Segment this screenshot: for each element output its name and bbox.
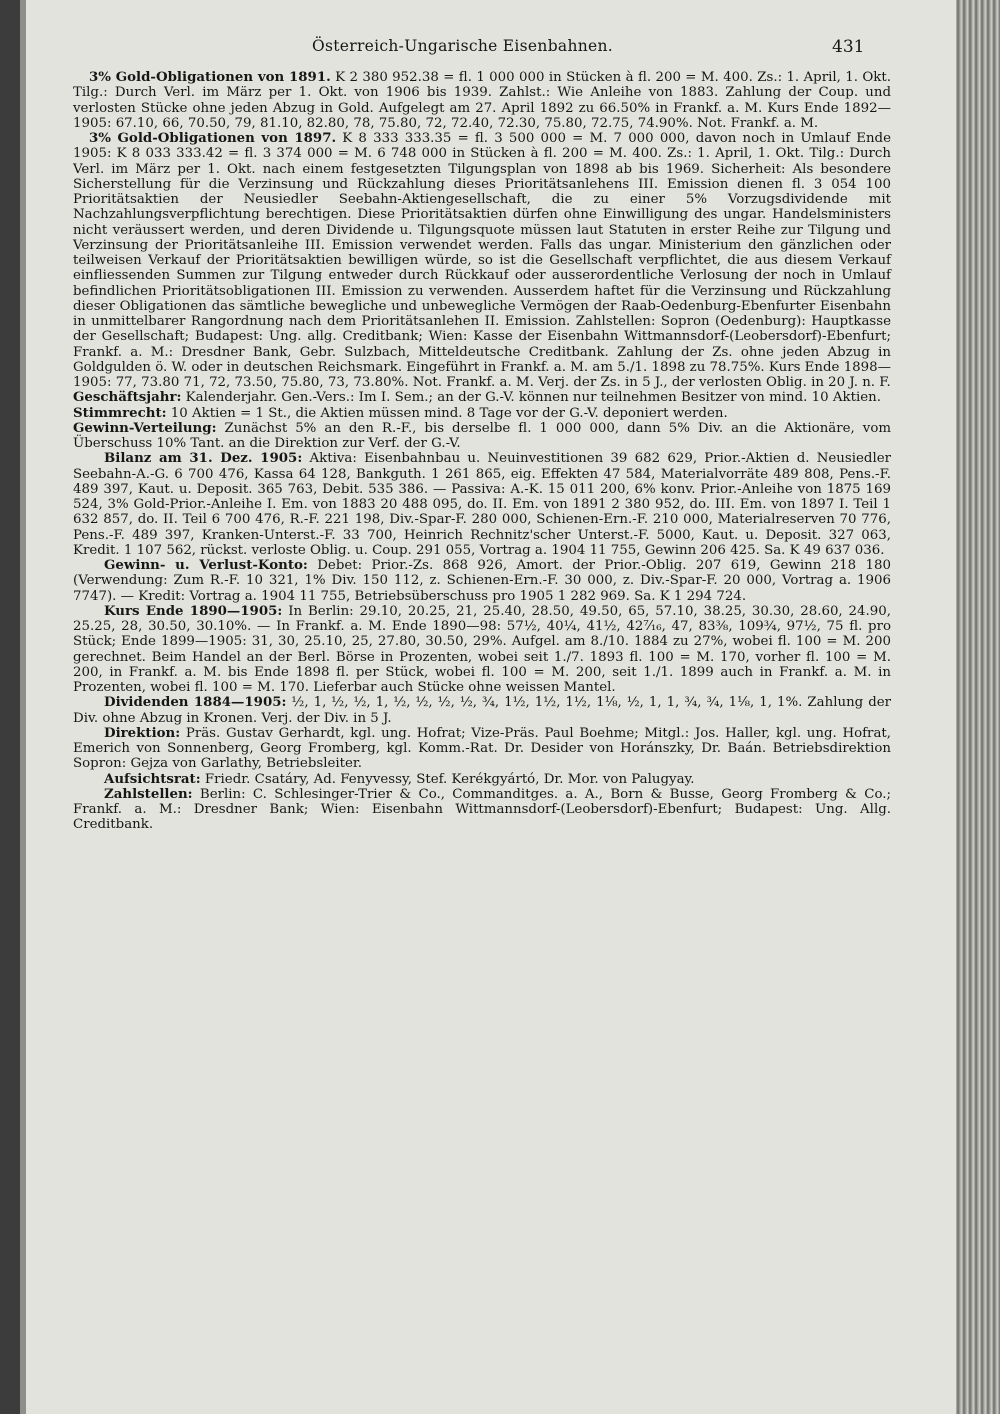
paragraph-lead: Direktion: <box>104 724 181 741</box>
paragraph-zahlstellen <box>73 787 891 833</box>
paragraph-lead: 3% Gold-Obligationen von 1897. <box>89 130 337 146</box>
paragraph-body: K 8 333 333.35 = fl. 3 500 000 = M. 7 000 000, davon noch in Umlauf Ende 1905: K 8 033 333.42 = fl. 3 374 000 = M. 6 748 000 in Stücken à fl. 200 = M. 400. Zs.: 1. April, 1. Okt. Tilg.: Durch Verl. im März per 1. Okt. nach einem festgesetzten Tilgungsplan von 1898 ab bis 1969. Sicherheit: Als besondere Sicherstellung für die Verzinsung und Rückzahlung dieses Prioritätsanlehens III. Emission dienen fl. 3 054 100 Prioritätsaktien der Neusiedler Seebahn-Aktiengesellschaft, die zu einer 5% Vorzugsdividende mit Nachzahlungsverpflichtung berechtigen. Diese Prioritätsaktien dürfen ohne Einwilligung des ungar. Handelsministers nicht veräussert werden, und deren Dividende u. Tilgungsquote müssen laut Statuten in erster Reihe zur Tilgung und Verzinsung der Prioritätsanleihe III. Emission verwendet werden. Falls das ungar. Ministerium den gänzlichen oder teilweisen Verkauf der Prioritätsaktien bewilligen würde, so ist die Gesellschaft verpflichtet, die aus diesem Verkauf einfliessenden Summen zur Tilgung entweder durch Rückkauf oder ausserordentliche Verlosung der noch in Umlauf befindlichen Prioritätsobligationen III. Emission zu verwenden. Ausserdem haftet für die Verzinsung und Rückzahlung dieser Obligationen das sämtliche bewegliche und unbewegliche Vermögen der Raab-Oedenburg-Ebenfurter Eisenbahn in unmittelbarer Rangordnung nach dem Prioritätsanlehen II. Emission. Zahlstellen: Sopron (Oedenburg): Hauptkasse der Gesellschaft; Budapest: Ung. allg. Creditbank; Wien: Kasse der Eisenbahn Wittmannsdorf-(Leobersdorf)-Ebenfurt; Frankf. a. M.: Dresdner Bank, Gebr. Sulzbach, Mitteldeutsche Creditbank. Zahlung der Zs. ohne jeden Abzug in Goldgulden ö. W. oder in deutschen Reichsmark. Eingeführt in Frankf. a. M. am 5./1. 1898 zu 78.75%. Kurs Ende 1898—1905: 77, 73.80 71, 72, 73.50, 75.80, 73, 73.80%. Not. Frankf. a. M. Verj. der Zs. in 5 J., der verlosten Oblig. in 20 J. n. F. <box>73 131 891 390</box>
running-title: Österreich-Ungarische Eisenbahnen. <box>312 37 613 55</box>
paragraph-lead: Dividenden 1884—1905: <box>104 694 287 711</box>
paragraph-body: ½, 1, ½, ½, 1, ½, ½, ½, ½, ¾, 1½, 1½, 1½, 1⅛, ½, 1, 1, ¾, ¾, 1⅛, 1, 1%. Zahlung der Div. ohne Abzug in Kronen. Verj. der Div. in 5 J. <box>73 695 892 726</box>
paragraph-kurs <box>73 604 891 696</box>
paragraph-body: Präs. Gustav Gerhardt, kgl. ung. Hofrat; Vize-Präs. Paul Boehme; Mitgl.: Jos. Haller, kgl. ung. Hofrat, Emerich von Sonnenberg, Georg Fromberg, kgl. Komm.-Rat. Dr. Desider von Horánszky, Dr. Baán. Betriebsdirektion Sopron: Gejza von Garlathy, Betriebsleiter. <box>73 725 891 772</box>
paragraph-lead: Gewinn-Verteilung: <box>73 419 217 436</box>
paragraph-lead: 3% Gold-Obligationen von 1891. <box>89 69 331 85</box>
paragraph-geschaeftsjahr <box>73 390 891 405</box>
page-edges <box>956 0 1000 1414</box>
paragraph-lead: Kurs Ende 1890—1905: <box>104 602 283 619</box>
paragraph-lead: Zahlstellen: <box>104 785 193 802</box>
paragraph-gold-obligationen-1897 <box>73 131 891 390</box>
paragraph-gewinn-verlust-konto <box>73 558 891 604</box>
paragraph-gold-obligationen-1891 <box>73 70 891 131</box>
paragraph-body: K 2 380 952.38 = fl. 1 000 000 in Stücken à fl. 200 = M. 400. Zs.: 1. April, 1. Okt. Tilg.: Durch Verl. im März per 1. Okt. von 1906 bis 1939. Zahlst.: Wie Anleihe von 1883. Zahlung der Coup. und verlosten Stücke ohne jeden Abzug in Gold. Aufgelegt am 27. April 1892 zu 66.50% in Frankf. a. M. Kurs Ende 1892—1905: 67.10, 66, 70.50, 79, 81.10, 82.80, 78, 75.80, 72, 72.40, 72.30, 75.80, 72.75, 74.90%. Not. Frankf. a. M. <box>73 70 891 131</box>
body-text <box>73 70 891 833</box>
paragraph-body: Zunächst 5% an den R.-F., bis derselbe fl. 1 000 000, dann 5% Div. an die Aktionäre, vom Überschuss 10% Tant. an die Direktion zur Verf. der G.-V. <box>73 420 891 451</box>
paragraph-stimmrecht <box>73 406 891 421</box>
paragraph-lead: Gewinn- u. Verlust-Konto: <box>104 557 308 573</box>
paragraph-body: Debet: Prior.-Zs. 868 926, Amort. der Prior.-Oblig. 207 619, Gewinn 218 180 (Verwendung: Zum R.-F. 10 321, 1% Div. 150 112, z. Schienen-Ern.-F. 30 000, z. Div.-Spar-F. 20 000, Vortrag a. 1906 7747). — Kredit: Vortrag a. 1904 11 755, Betriebsüberschuss pro 1905 1 282 969. Sa. K 1 294 724. <box>73 558 891 604</box>
paragraph-direktion <box>73 726 891 772</box>
paragraph-lead: Geschäftsjahr: <box>73 389 182 406</box>
paragraph-body: In Berlin: 29.10, 20.25, 21, 25.40, 28.50, 49.50, 65, 57.10, 38.25, 30.30, 28.60, 24.90, 25.25, 28, 30.50, 30.10%. — In Frankf. a. M. Ende 1890—98: 57½, 40¼, 41½, 42⁷⁄₁₆, 47, 83⅜, 109¾, 97½, 75 fl. pro Stück; Ende 1899—1905: 31, 30, 25.10, 25, 27.80, 30.50, 29%. Aufgel. am 8./10. 1884 zu 27%, wobei fl. 100 = M. 200 gerechnet. Beim Handel an der Berl. Börse in Prozenten, wobei seit 1./7. 1893 fl. 100 = M. 170, vorher fl. 100 = M. 200, in Frankf. a. M. bis Ende 1898 fl. per Stück, wobei fl. 100 = M. 200, seit 1./1. 1899 auch in Frankf. a. M. in Prozenten, wobei fl. 100 = M. 170. Lieferbar auch Stücke ohne weissen Mantel. <box>73 603 891 695</box>
paragraph-aufsichtsrat <box>73 772 891 787</box>
paragraph-body: Kalenderjahr. Gen.-Vers.: Im I. Sem.; an der G.-V. können nur teilnehmen Besitzer von mind. 10 Aktien. <box>181 390 881 406</box>
paragraph-lead: Bilanz am 31. Dez. 1905: <box>104 450 303 467</box>
paragraph-lead: Stimmrecht: <box>73 404 167 421</box>
paragraph-dividenden <box>73 695 891 726</box>
paragraph-bilanz <box>73 451 891 558</box>
page <box>26 0 956 1414</box>
paragraph-body: Berlin: C. Schlesinger-Trier & Co., Commanditges. a. A., Born & Busse, Georg Fromberg & Co.; Frankf. a. M.: Dresdner Bank; Wien: Eisenbahn Wittmannsdorf-(Leobersdorf)-Ebenfurt; Budapest: Ung. Allg. Creditbank. <box>73 786 891 833</box>
running-header <box>26 37 956 61</box>
paragraph-lead: Aufsichtsrat: <box>104 770 201 787</box>
book-binding-shadow <box>0 0 20 1414</box>
paragraph-gewinn-verteilung <box>73 421 891 452</box>
paragraph-body: Friedr. Csatáry, Ad. Fenyvessy, Stef. Kerékgyártó, Dr. Mor. von Palugyay. <box>200 771 695 787</box>
page-number: 431 <box>832 37 865 57</box>
paragraph-body: 10 Aktien = 1 St., die Aktien müssen mind. 8 Tage vor der G.-V. deponiert werden. <box>166 405 728 421</box>
paragraph-body: Aktiva: Eisenbahnbau u. Neuinvestitionen 39 682 629, Prior.-Aktien d. Neusiedler Seebahn-A.-G. 6 700 476, Kassa 64 128, Bankguth. 1 261 865, eig. Effekten 47 584, Materialvorräte 489 808, Pens.-F. 489 397, Kaut. u. Deposit. 365 763, Debit. 535 386. — Passiva: A.-K. 15 011 200, 6% konv. Prior.-Anleihe von 1875 169 524, 3% Gold-Prior.-Anleihe I. Em. von 1883 20 488 095, do. II. Em. von 1891 2 380 952, do. III. Em. von 1897 I. Teil 1 632 857, do. II. Teil 6 700 476, R.-F. 221 198, Div.-Spar-F. 280 000, Schienen-Ern.-F. 210 000, Materialreserven 70 776, Pens.-F. 489 397, Kranken-Unterst.-F. 33 700, Heinrich Rechnitz'scher Unterst.-F. 5000, Kaut. u. Deposit. 327 063, Kredit. 1 107 562, rückst. verloste Oblig. u. Coup. 291 055, Vortrag a. 1904 11 755, Gewinn 206 425. Sa. K 49 637 036. <box>73 451 891 558</box>
